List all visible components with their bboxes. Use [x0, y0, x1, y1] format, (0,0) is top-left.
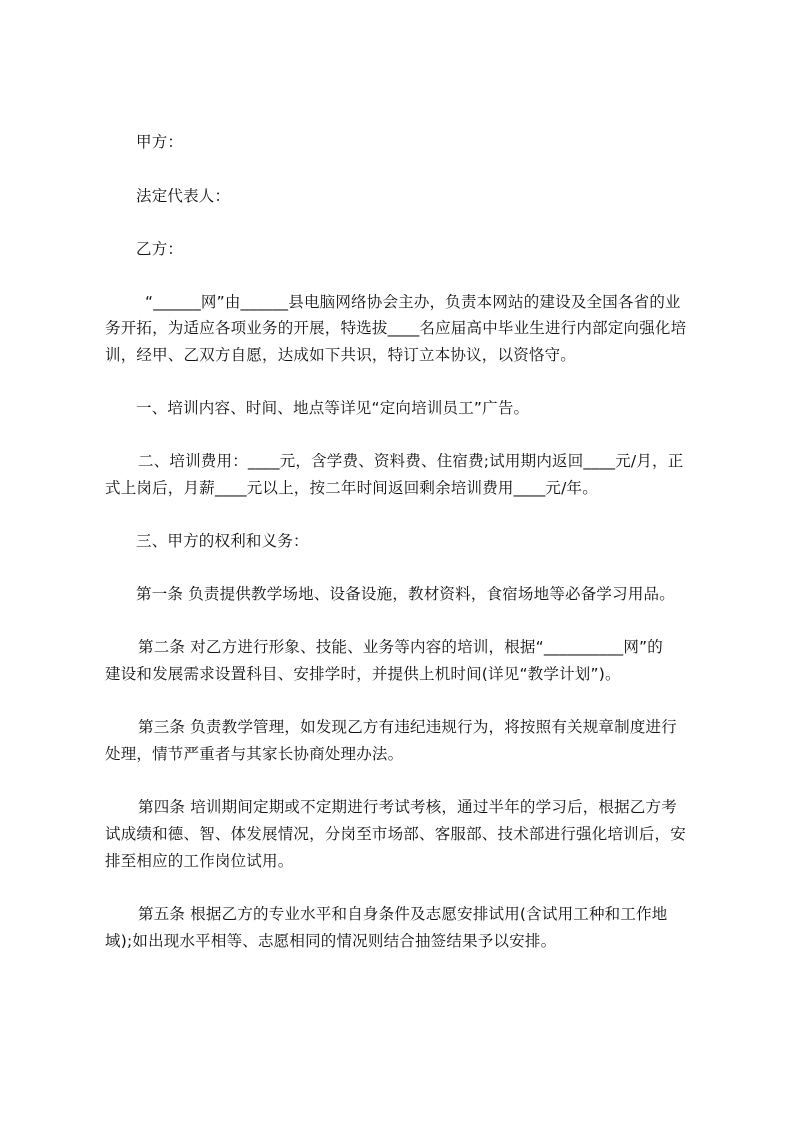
article-5-line-2: 域);如出现水平相等、志愿相同的情况则结合抽签结果予以安排。: [105, 932, 557, 950]
article-4-line-3: 排至相应的工作岗位试用。: [105, 852, 294, 870]
article-3-line-2: 处理，情节严重者与其家长协商处理办法。: [105, 745, 404, 763]
article-3-line-1: 第三条 负责教学管理，如发现乙方有违纪违规行为，将按照有关规章制度进行: [138, 718, 677, 736]
article-1: 第一条 负责提供教学场地、设备设施，教材资料，食宿场地等必备学习用品。: [136, 585, 675, 603]
intro-line-2: 务开拓，为适应各项业务的开展，特选拔____名应届高中毕业生进行内部定向强化培: [105, 319, 687, 337]
clause-1: 一、培训内容、时间、地点等详见“定向培训员工”广告。: [136, 399, 530, 417]
clause-3-title: 三、甲方的权利和义务：: [136, 532, 309, 550]
legal-representative-label: 法定代表人：: [136, 187, 231, 205]
intro-line-3: 训，经甲、乙双方自愿，达成如下共识，特订立本协议，以资恪守。: [105, 346, 577, 364]
article-4-line-1: 第四条 培训期间定期或不定期进行考试考核，通过半年的学习后，根据乙方考: [138, 798, 677, 816]
clause-2-line-2: 式上岗后，月薪____元以上，按二年时间返回剩余培训费用____元/年。: [105, 479, 598, 497]
article-2-line-2: 建设和发展需求设置科目、安排学时，并提供上机时间(详见“教学计划”)。: [105, 665, 621, 683]
article-4-line-2: 试成绩和德、智、体发展情况，分岗至市场部、客服部、技术部进行强化培训后，安: [105, 825, 686, 843]
intro-line-1: “______网”由______县电脑网络协会主办，负责本网站的建设及全国各省的业: [145, 293, 681, 311]
party-a-label: 甲方：: [136, 133, 184, 151]
party-b-label: 乙方：: [136, 240, 184, 258]
article-2-line-1: 第二条 对乙方进行形象、技能、业务等内容的培训，根据“__________网”的: [138, 638, 663, 656]
clause-2-line-1: 二、培训费用：____元，含学费、资料费、住宿费;试用期内返回____元/月，正: [138, 452, 684, 470]
article-5-line-1: 第五条 根据乙方的专业水平和自身条件及志愿安排试用(含试用工种和工作地: [138, 905, 668, 923]
